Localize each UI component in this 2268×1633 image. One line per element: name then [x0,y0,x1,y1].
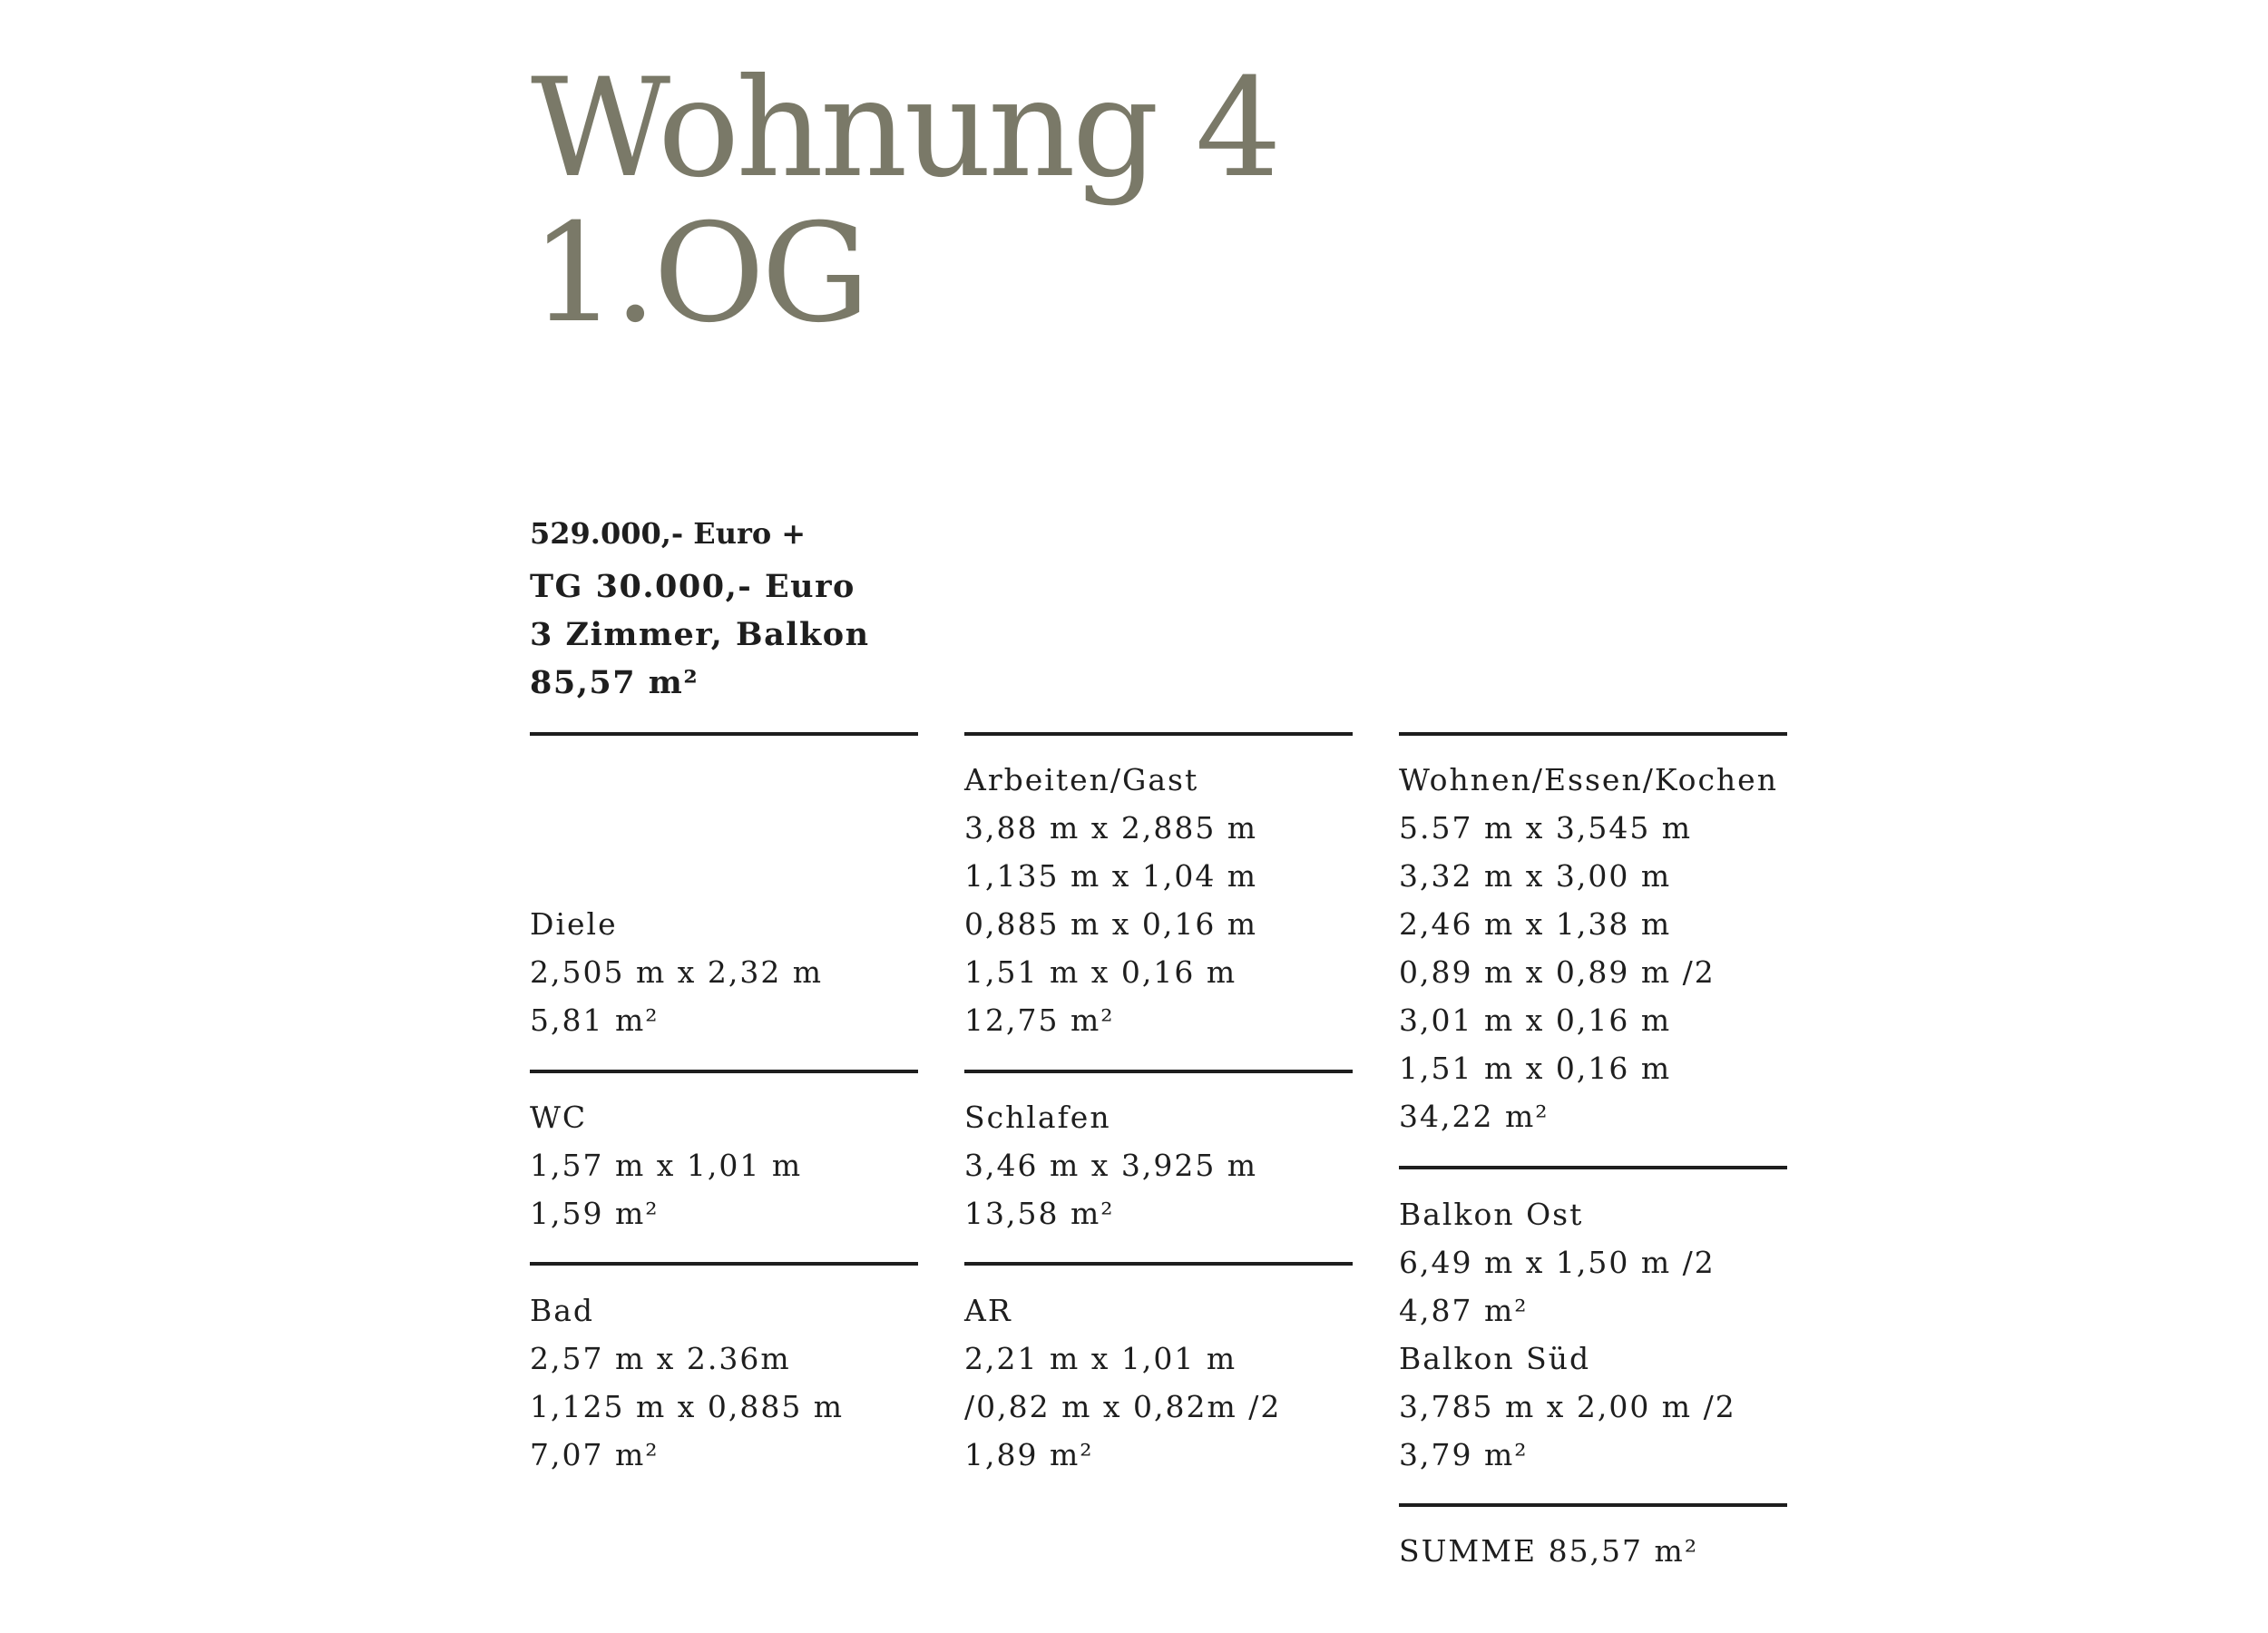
room-dimension: 1,125 m x 0,885 m [530,1389,845,1424]
room-dimension: 0,89 m x 0,89 m /2 [1399,954,1716,990]
room-name: Arbeiten/Gast [964,762,1199,797]
room-area: 7,07 m² [530,1437,660,1472]
room-name: Diele [530,906,618,942]
room-dimension: 6,49 m x 1,50 m /2 [1399,1245,1716,1280]
divider [1399,732,1787,736]
room-schlafen [964,1093,1257,1237]
room-wc [530,1093,802,1237]
room-dimension: 3,785 m x 2,00 m /2 [1399,1389,1736,1424]
room-name: WC [530,1100,588,1135]
divider [964,1070,1353,1073]
room-name: Schlafen [964,1100,1111,1135]
sum-text: SUMME 85,57 m² [1399,1533,1699,1569]
room-dimension: 1,57 m x 1,01 m [530,1148,803,1183]
room-dimension: 5.57 m x 3,545 m [1399,810,1693,846]
room-dimension: 2,46 m x 1,38 m [1399,906,1672,942]
rooms-text: 3 Zimmer, Balkon [530,616,870,653]
room-dimension: 0,885 m x 0,16 m [964,906,1258,942]
room-dimension: 3,46 m x 3,925 m [964,1148,1258,1183]
divider [964,732,1353,736]
total-area-text: 85,57 m² [530,664,699,701]
divider [1399,1166,1787,1169]
room-diele [530,900,823,1044]
room-dimension: 1,135 m x 1,04 m [964,858,1258,894]
room-dimension: 3,01 m x 0,16 m [1399,1002,1672,1038]
price-summary [530,515,870,707]
room-name: Wohnen/Essen/Kochen [1399,762,1778,797]
room-name: Balkon Ost [1399,1197,1584,1232]
room-area: 5,81 m² [530,1002,660,1038]
room-bad [530,1286,844,1479]
page-title [531,50,1278,353]
room-area: 1,89 m² [964,1437,1094,1472]
room-area: 34,22 m² [1399,1099,1549,1134]
room-dimension: 2,21 m x 1,01 m [964,1341,1237,1376]
title-apartment: Wohnung 4 [531,50,1278,208]
total-sum [1399,1527,1698,1575]
room-dimension: /0,82 m x 0,82m /2 [964,1389,1282,1424]
divider [530,732,918,736]
room-dimension: 3,32 m x 3,00 m [1399,858,1672,894]
room-dimension: 1,51 m x 0,16 m [964,954,1237,990]
room-arbeiten-gast [964,756,1257,1044]
room-name: AR [964,1293,1012,1328]
room-area: 4,87 m² [1399,1293,1529,1328]
room-name: Bad [530,1293,595,1328]
room-area: 13,58 m² [964,1196,1115,1231]
divider [530,1070,918,1073]
room-area: 3,79 m² [1399,1437,1529,1472]
room-dimension: 1,51 m x 0,16 m [1399,1051,1672,1086]
room-name: Balkon Süd [1399,1341,1591,1376]
divider [530,1262,918,1266]
room-dimension: 3,88 m x 2,885 m [964,810,1258,846]
room-wohnen-essen-kochen [1399,756,1778,1140]
garage-price-text: TG 30.000,- Euro [530,568,855,605]
room-balkon [1399,1190,1736,1479]
room-ar [964,1286,1281,1479]
room-area: 12,75 m² [964,1002,1115,1038]
room-dimension: 2,57 m x 2.36m [530,1341,791,1376]
divider [964,1262,1353,1266]
price-text: 529.000,- Euro + [530,516,807,551]
room-area: 1,59 m² [530,1196,660,1231]
divider [1399,1503,1787,1507]
title-floor: 1.OG [531,195,866,353]
room-dimension: 2,505 m x 2,32 m [530,954,824,990]
